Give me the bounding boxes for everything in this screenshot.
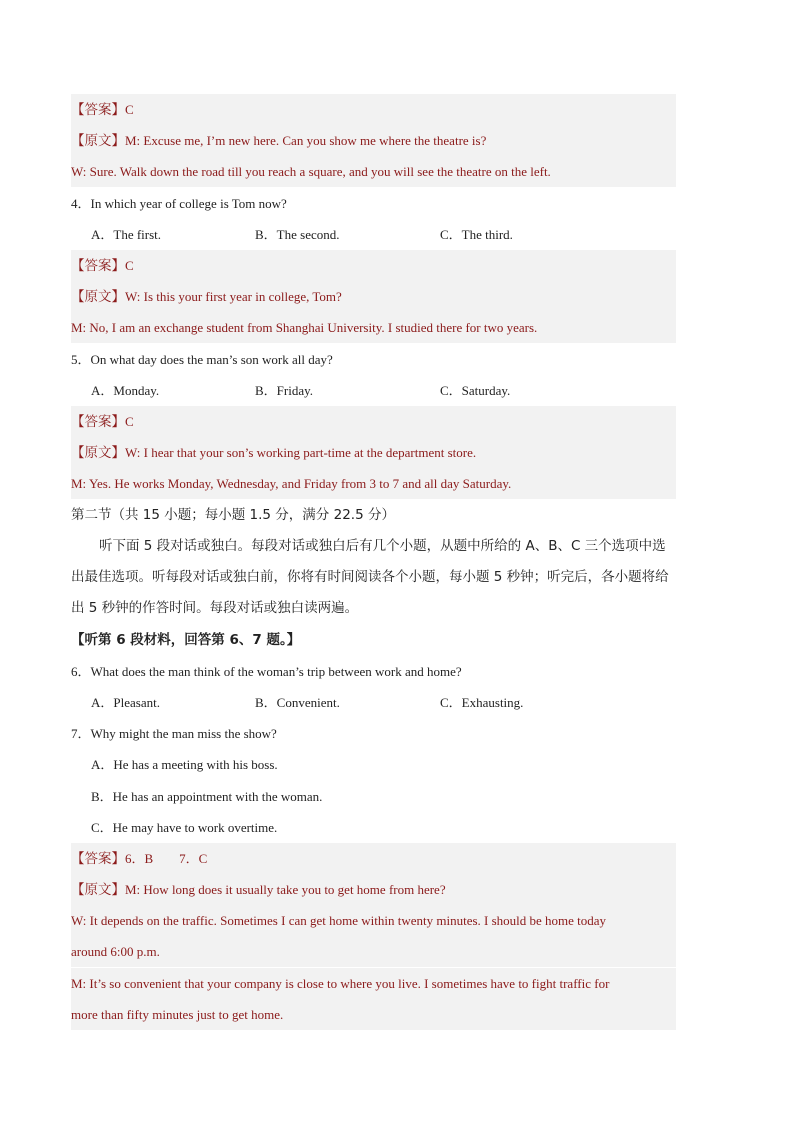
- transcript-text: W: Is this your first year in college, Tom?: [125, 289, 342, 304]
- option-c: C．Saturday.: [440, 383, 511, 398]
- answer-row-q6-7: [71, 843, 676, 874]
- transcript-row: [71, 874, 676, 905]
- question-7: 7．Why might the man miss the show?: [71, 726, 277, 741]
- answer-value: C: [125, 258, 134, 273]
- option-a: A．Pleasant.: [91, 695, 160, 710]
- material-heading: 【听第 6 段材料，回答第 6、7 题。】: [71, 632, 301, 648]
- question-6: 6．What does the man think of the woman’s trip between work and home?: [71, 664, 462, 679]
- question-5: 5．On what day does the man’s son work all day?: [71, 352, 333, 367]
- answer-tag: 【答案】: [71, 102, 125, 118]
- answer-row-q5: [71, 406, 676, 437]
- transcript-tag: 【原文】: [71, 133, 125, 149]
- options-row-q5: [71, 375, 676, 406]
- transcript-row: around 6:00 p.m.: [71, 936, 676, 967]
- options-row-q6: [71, 687, 676, 718]
- transcript-row: W: It depends on the traffic. Sometimes I can get home within twenty minutes. I should be home today: [71, 905, 676, 936]
- transcript-row: M: No, I am an exchange student from Shanghai University. I studied there for two years.: [71, 312, 676, 343]
- option-b: B．He has an appointment with the woman.: [91, 789, 323, 804]
- answer-value: C: [125, 414, 134, 429]
- answer-row-q3: [71, 94, 676, 125]
- answer-value: C: [125, 102, 134, 117]
- transcript-text: M: Excuse me, I’m new here. Can you show me where the theatre is?: [125, 133, 487, 148]
- section-instruction: 听下面 5 段对话或独白。每段对话或独白后有几个小题，从题中所给的 A、B、C 三个选项中选出最佳选项。听每段对话或独白前，你将有时间阅读各个小题，每小题 5 秒钟；听完后，各小题将给出 5 秒钟的作答时间。每段对话或独白读两遍。: [71, 538, 669, 616]
- answer-tag: 【答案】: [71, 414, 125, 430]
- question-4: 4．In which year of college is Tom now?: [71, 196, 287, 211]
- transcript-row: M: It’s so convenient that your company is close to where you live. I sometimes have to fight traffic for: [71, 968, 676, 999]
- transcript-row: more than fifty minutes just to get home.: [71, 999, 676, 1030]
- transcript-row: [71, 437, 676, 468]
- options-row-q4: [71, 219, 676, 250]
- answer-row-q4: [71, 250, 676, 281]
- section-heading: 第二节（共 15 小题；每小题 1.5 分，满分 22.5 分）: [71, 507, 395, 523]
- option-b: B．Friday.: [255, 383, 314, 398]
- option-b: B．The second.: [255, 227, 340, 242]
- transcript-text: M: How long does it usually take you to get home from here?: [125, 882, 446, 897]
- transcript-row: [71, 125, 676, 156]
- option-c: C．Exhausting.: [440, 695, 524, 710]
- transcript-text: W: I hear that your son’s working part-time at the department store.: [125, 445, 477, 460]
- option-a: A．The first.: [91, 227, 162, 242]
- transcript-row: M: Yes. He works Monday, Wednesday, and Friday from 3 to 7 and all day Saturday.: [71, 468, 676, 499]
- option-c: C．The third.: [440, 227, 513, 242]
- option-b: B．Convenient.: [255, 695, 340, 710]
- transcript-tag: 【原文】: [71, 445, 125, 461]
- answer-tag: 【答案】: [71, 851, 125, 867]
- transcript-row: [71, 281, 676, 312]
- transcript-tag: 【原文】: [71, 882, 125, 898]
- option-a: A．He has a meeting with his boss.: [91, 757, 278, 772]
- option-a: A．Monday.: [91, 383, 160, 398]
- answer-value: 6．B 7．C: [125, 851, 208, 866]
- transcript-tag: 【原文】: [71, 289, 125, 305]
- transcript-row: W: Sure. Walk down the road till you reach a square, and you will see the theatre on the left.: [71, 156, 676, 187]
- option-c: C．He may have to work overtime.: [91, 820, 278, 835]
- answer-tag: 【答案】: [71, 258, 125, 274]
